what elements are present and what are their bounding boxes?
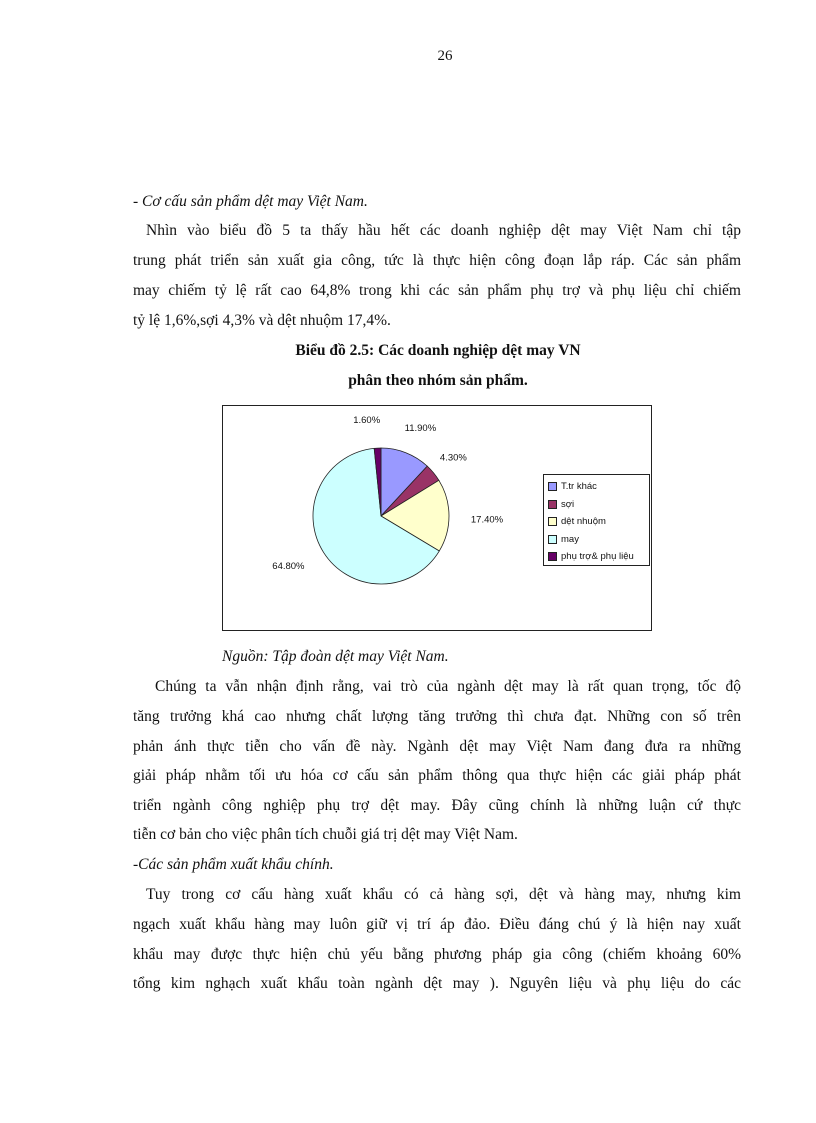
- legend-item: [548, 531, 649, 549]
- legend-swatch: [548, 517, 557, 526]
- paragraph-line: tiễn cơ bản cho việc phân tích chuỗi giá trị dệt may Việt Nam.: [133, 826, 518, 843]
- chart-source: Nguồn: Tập đoàn dệt may Việt Nam.: [222, 648, 449, 665]
- section-heading-product-structure: - Cơ cấu sản phẩm dệt may Việt Nam.: [133, 193, 368, 210]
- paragraph-line: may chiếm tỷ lệ rất cao 64,8% trong khi các sản phẩm phụ trợ và phụ liệu chỉ chiếm: [133, 282, 741, 299]
- paragraph-line: Chúng ta vẫn nhận định rằng, vai trò của ngành dệt may là rất quan trọng, tốc độ: [155, 678, 741, 695]
- pie-chart: [222, 405, 652, 631]
- legend-swatch: [548, 500, 557, 509]
- chart-legend: [543, 474, 650, 566]
- pie-data-label: 11.90%: [404, 422, 437, 434]
- legend-label: may: [561, 533, 579, 545]
- legend-item: [548, 496, 649, 514]
- paragraph-line: khẩu may được thực hiện chủ yếu bằng phương pháp gia công (chiếm khoảng 60%: [133, 946, 741, 963]
- paragraph-line: giải pháp nhằm tối ưu hóa cơ cấu sản phẩm thông qua thực hiện các giải pháp phát: [133, 767, 741, 784]
- legend-swatch: [548, 552, 557, 561]
- section-heading-main-exports: -Các sản phẩm xuất khẩu chính.: [133, 856, 334, 873]
- legend-swatch: [548, 535, 557, 544]
- paragraph-line: Tuy trong cơ cấu hàng xuất khẩu có cả hàng sợi, dệt và hàng may, nhưng kim: [146, 886, 741, 903]
- chart-caption-line-1: Biểu đồ 2.5: Các doanh nghiệp dệt may VN: [295, 342, 581, 359]
- legend-label: phụ trợ& phụ liệu: [561, 551, 634, 563]
- legend-item: [548, 478, 649, 496]
- paragraph-line: tỷ lệ 1,6%,sợi 4,3% và dệt nhuộm 17,4%.: [133, 312, 391, 329]
- legend-item: [548, 548, 649, 566]
- legend-label: sợi: [561, 498, 575, 510]
- paragraph-line: triển ngành công nghiệp phụ trợ dệt may. Đây cũng chính là những luận cứ thực: [133, 797, 741, 814]
- pie-data-label: 64.80%: [272, 561, 305, 573]
- page-number: 26: [437, 48, 453, 64]
- paragraph-line: Nhìn vào biểu đồ 5 ta thấy hầu hết các doanh nghiệp dệt may Việt Nam chỉ tập: [146, 222, 741, 239]
- legend-label: dệt nhuộm: [561, 516, 606, 528]
- paragraph-line: tổng kim nghạch xuất khẩu toàn ngành dệt may ). Nguyên liệu và phụ liệu do các: [133, 975, 741, 992]
- paragraph-line: tăng trưởng khá cao nhưng chất lượng tăng trưởng thì chưa đạt. Những con số trên: [133, 708, 741, 725]
- pie-data-label: 1.60%: [353, 415, 381, 427]
- legend-item: [548, 513, 649, 531]
- legend-swatch: [548, 482, 557, 491]
- paragraph-line: phản ánh thực tiễn cho vấn đề này. Ngành dệt may Việt Nam đang đưa ra những: [133, 738, 741, 755]
- legend-label: T.tr khác: [561, 481, 597, 493]
- chart-caption-line-2: phân theo nhóm sản phẩm.: [348, 372, 528, 389]
- paragraph-line: ngạch xuất khẩu hàng may luôn giữ vị trí áp đảo. Điều đáng chú ý là hiện nay xuất: [133, 916, 741, 933]
- paragraph-line: trung phát triển sản xuất gia công, tức là thực hiện công đoạn lắp ráp. Các sản phẩm: [133, 252, 741, 269]
- pie-data-label: 4.30%: [439, 452, 467, 464]
- pie-data-label: 17.40%: [470, 514, 504, 526]
